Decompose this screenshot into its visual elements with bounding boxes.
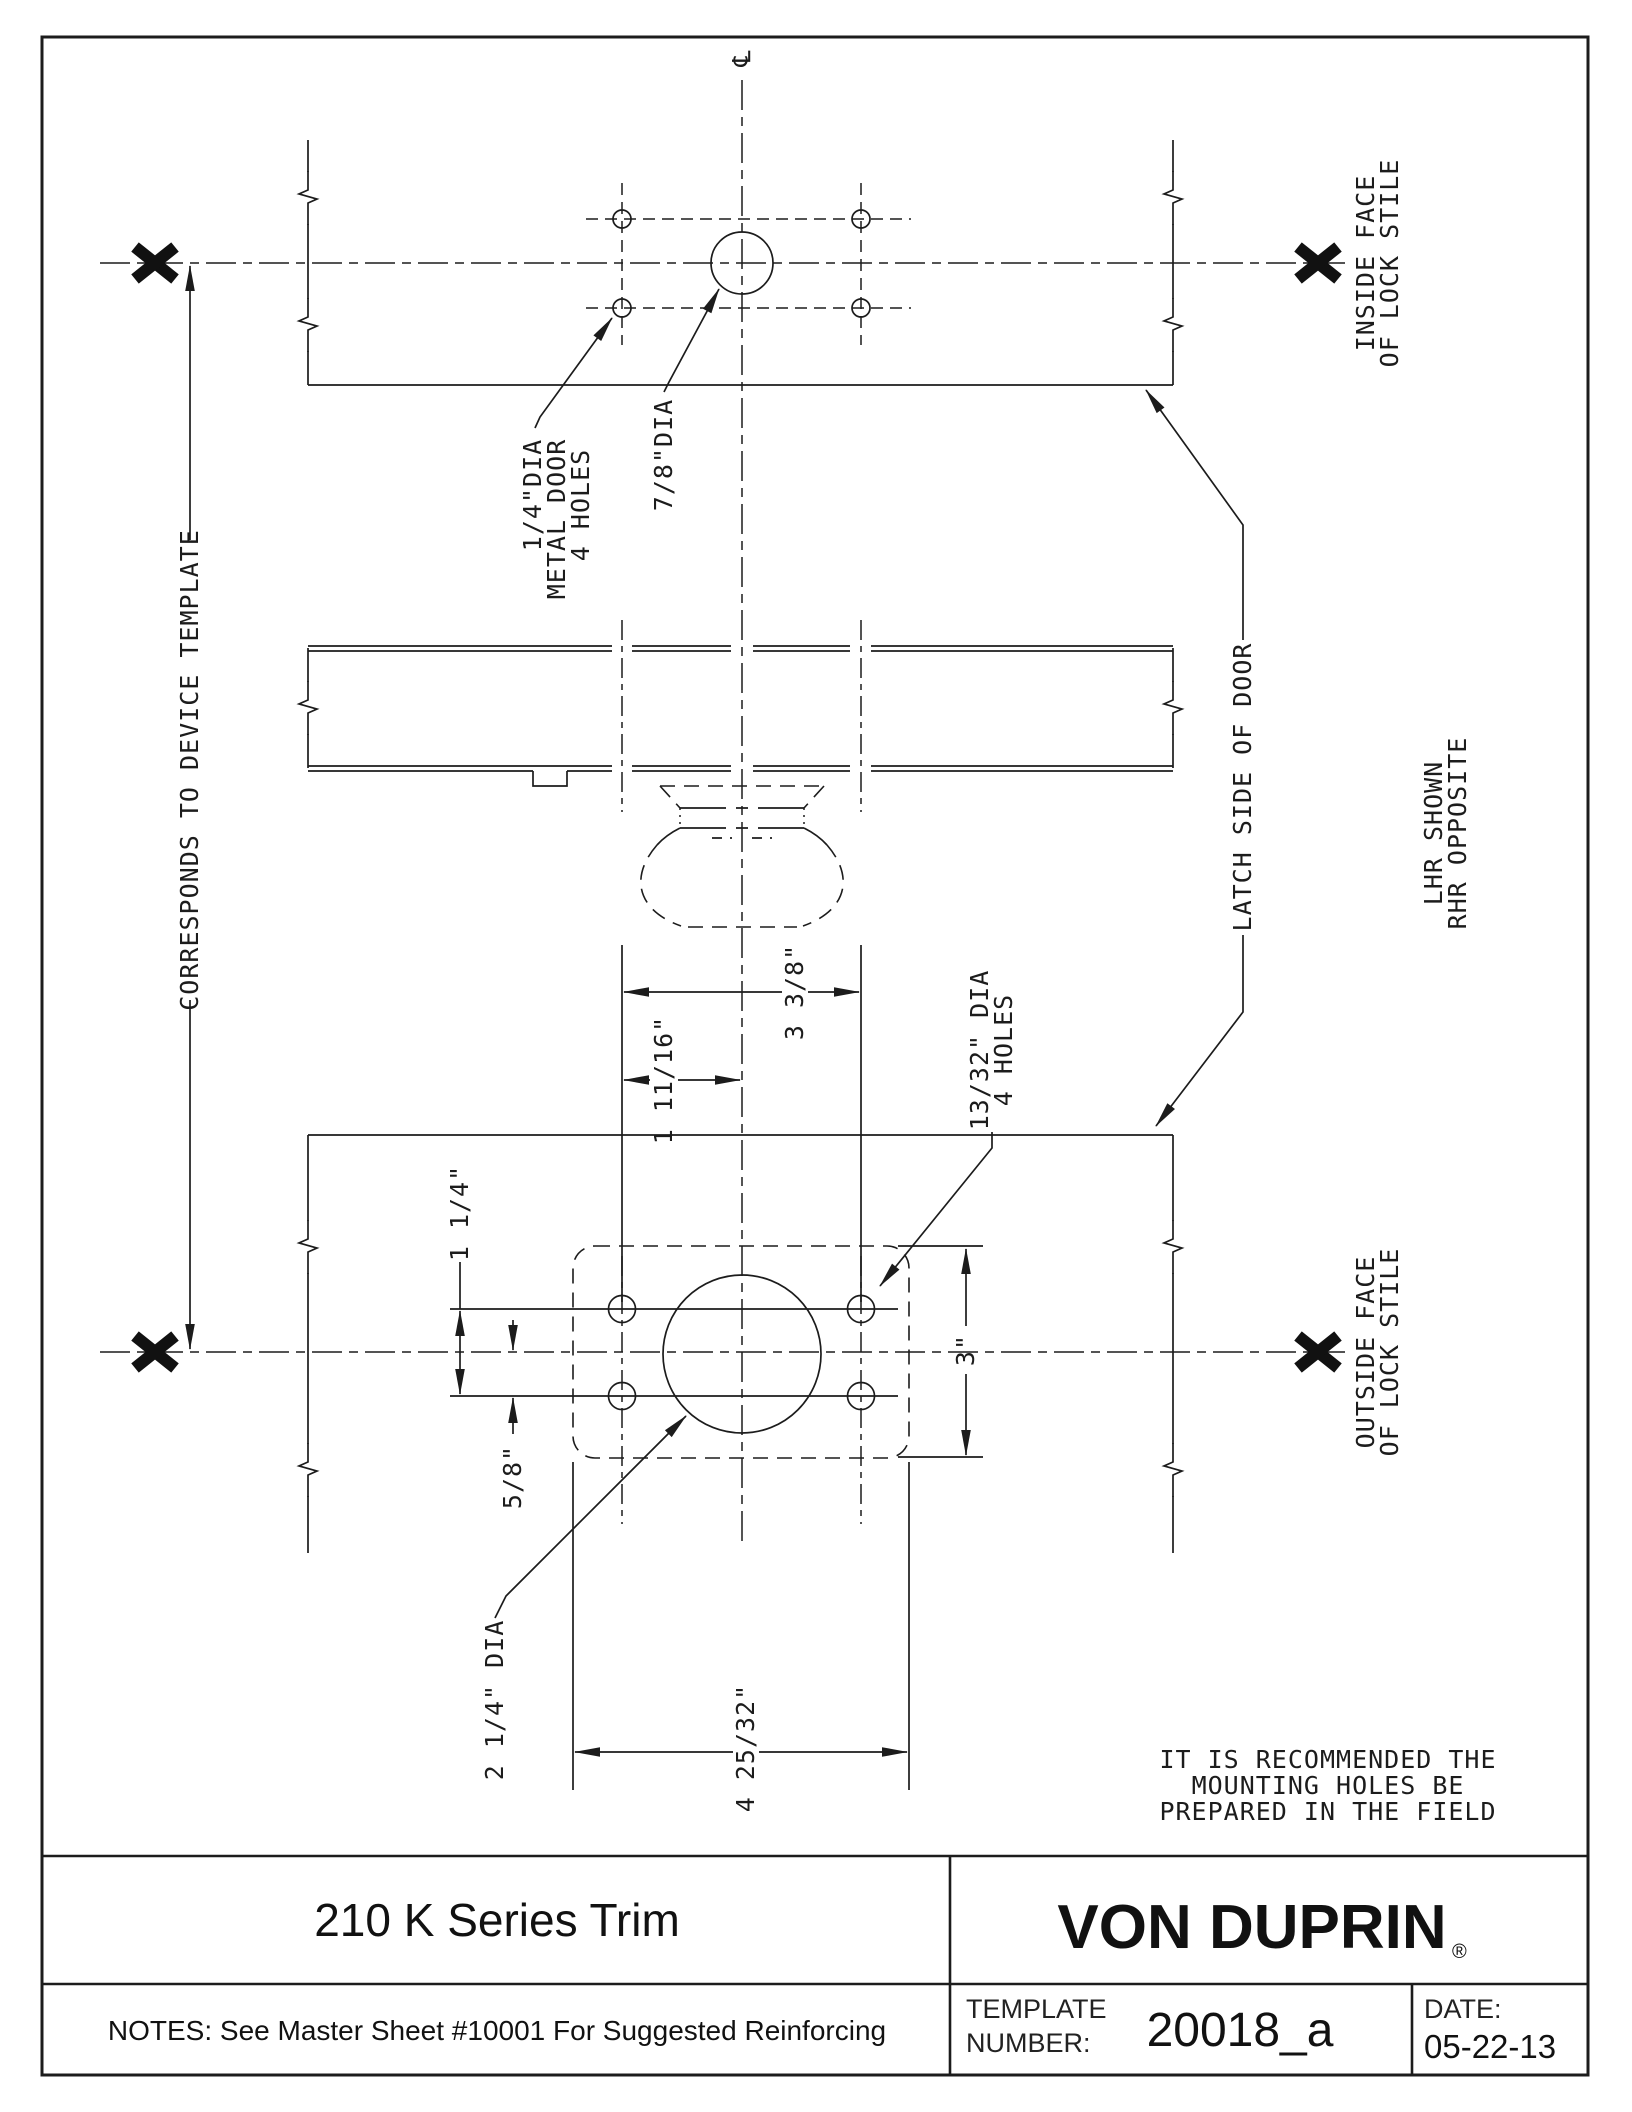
handing-note-line2: RHR OPPOSITE [1443, 736, 1472, 930]
knob-profile [641, 786, 843, 927]
centerlines [100, 49, 1345, 1542]
device-template-dimension [175, 266, 204, 1349]
plate-width-dim: 4 25/32" [731, 1683, 760, 1813]
field-note-line1: IT IS RECOMMENDED THE [1159, 1745, 1497, 1774]
field-note-line2: MOUNTING HOLES BE [1191, 1771, 1465, 1800]
hole-span-dim: 3 3/8" [780, 943, 809, 1041]
plate-height-dim: 3" [951, 1333, 980, 1367]
field-note [1159, 1745, 1496, 1826]
bottom-view-outside-face [299, 970, 1404, 1812]
inside-face-label-line2: OF LOCK STILE [1375, 158, 1404, 368]
outside-face-label-line1: OUTSIDE FACE [1351, 1255, 1380, 1449]
hole-dia-note-line1: 13/32" DIA [965, 969, 994, 1131]
title-block [42, 1856, 1588, 2075]
registered-mark: ® [1452, 1941, 1467, 1963]
latch-side-leader-bottom [1156, 935, 1243, 1126]
latch-side-label: LATCH SIDE OF DOOR [1228, 642, 1257, 932]
seven-eighths-leader [664, 289, 719, 392]
corresponds-label: CORRESPONDS TO DEVICE TEMPLATE [175, 529, 204, 1011]
quarter-dia-note-line3: 4 HOLES [566, 448, 595, 562]
centerline-symbol: ℄ [727, 49, 756, 67]
quarter-dia-note-line2: METAL DOOR [542, 438, 571, 600]
seven-eighths-note: 7/8"DIA [649, 398, 678, 512]
row-span-dim: 1 1/4" [445, 1164, 474, 1262]
date-label: DATE: [1424, 1994, 1502, 2024]
quarter-dia-note-line1: 1/4"DIA [518, 438, 547, 552]
date-value: 05-22-13 [1424, 2028, 1557, 2065]
hole-dia-note-line2: 4 HOLES [989, 993, 1018, 1107]
hole-dia-leader [880, 1132, 992, 1286]
template-number-value: 20018_a [1146, 2004, 1334, 2057]
quarter-dia-leader [535, 318, 612, 428]
template-number-label-line2: NUMBER: [966, 2028, 1091, 2058]
notes-text: NOTES: See Master Sheet #10001 For Suggested Reinforcing [107, 2015, 887, 2046]
section-view-door-edge [299, 390, 1472, 1126]
outside-face-label-line2: OF LOCK STILE [1375, 1247, 1404, 1457]
half-span-dim: 1 11/16" [649, 1015, 678, 1145]
handing-note-line1: LHR SHOWN [1419, 760, 1448, 906]
latch-faceplate-step [533, 771, 567, 786]
template-number-label-line1: TEMPLATE [966, 1994, 1107, 2024]
inside-face-label-line1: INSIDE FACE [1351, 174, 1380, 352]
brand-logo: VON DUPRIN [1057, 1893, 1447, 1962]
field-note-line3: PREPARED IN THE FIELD [1159, 1797, 1497, 1826]
drawing-title: 210 K Series Trim [314, 1894, 680, 1946]
latch-side-leader-top [1146, 390, 1243, 640]
below-center-dim: 5/8" [498, 1444, 527, 1510]
knob-dia-note: 2 1/4" DIA [480, 1619, 509, 1781]
top-view-inside-face [299, 140, 1404, 599]
